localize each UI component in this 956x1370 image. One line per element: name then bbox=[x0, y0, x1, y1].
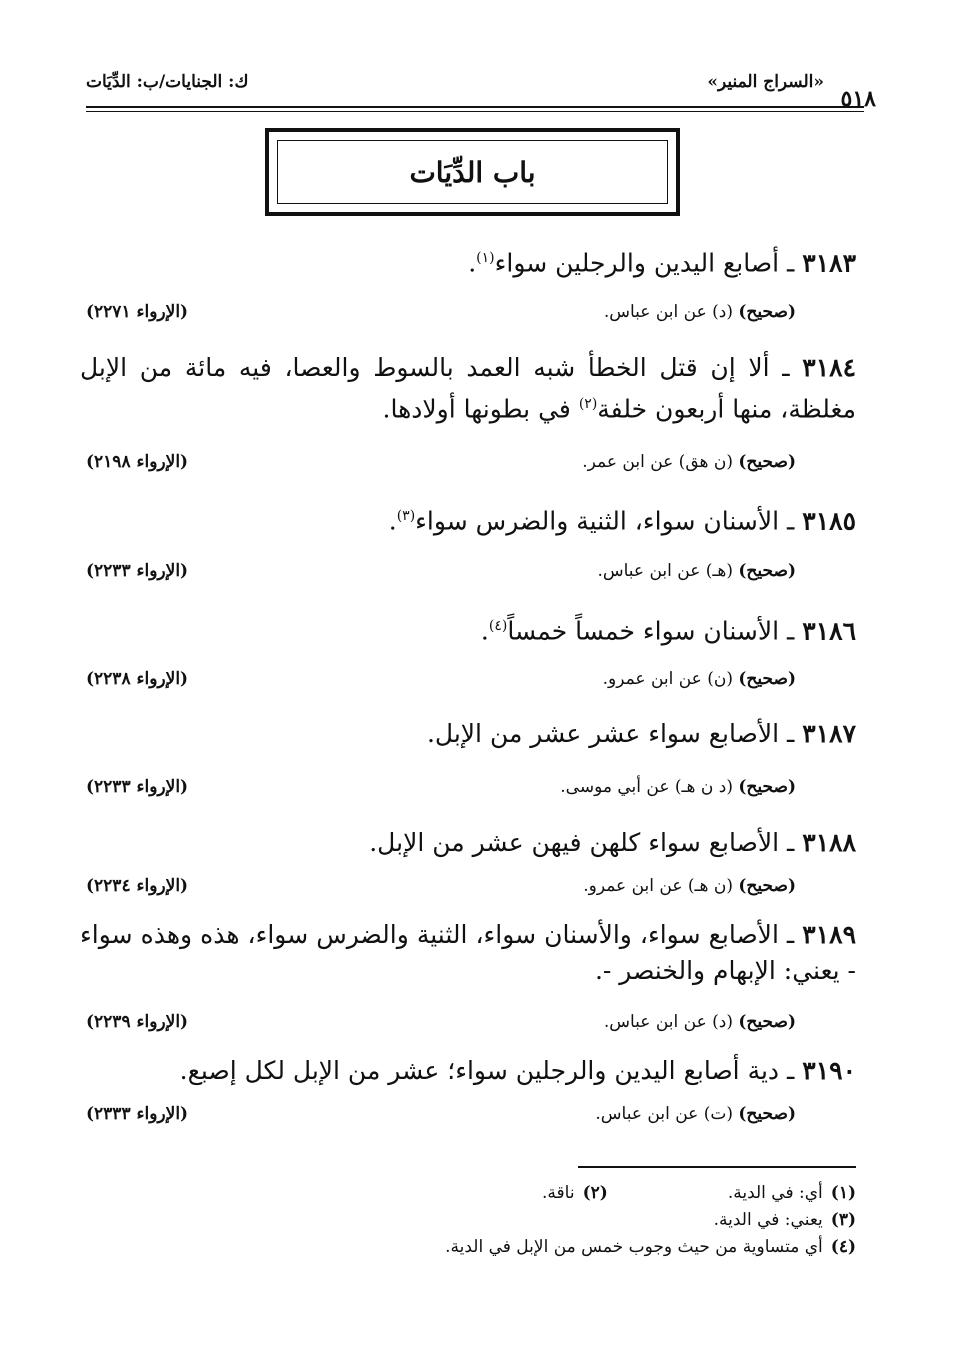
hadith-number: ٣١٨٤ bbox=[802, 353, 856, 382]
hadith-narrator: (د) عن ابن عباس. bbox=[603, 302, 733, 322]
page-number: ٥١٨ bbox=[840, 86, 876, 112]
hadith-grade: (صحيح) bbox=[738, 561, 796, 581]
footnote-text: ناقة. bbox=[542, 1183, 575, 1203]
footnote-item bbox=[542, 1183, 608, 1203]
hadith-number: ٣١٨٦ bbox=[802, 616, 856, 646]
hadith-source-row bbox=[86, 1100, 796, 1128]
hadith-item bbox=[80, 917, 856, 989]
hadith-source-row bbox=[86, 557, 796, 585]
hadith-text: الأسنان سواء خمساً خمساً bbox=[507, 616, 780, 646]
hadith-source bbox=[560, 773, 796, 801]
hadith-source-row bbox=[86, 448, 796, 476]
hadith-source bbox=[604, 1008, 796, 1036]
footnote-marker[interactable]: (٣) bbox=[396, 508, 416, 524]
hadith-text: دية أصابع اليدين والرجلين سواء؛ عشر من الإبل لكل إصبع. bbox=[179, 1056, 780, 1085]
footnote-marker[interactable]: (١) bbox=[476, 250, 495, 266]
hadith-dash: ـ bbox=[779, 719, 803, 748]
footnote-text: أي: في الدية. bbox=[727, 1183, 823, 1203]
footnote-text: يعني: في الدية. bbox=[713, 1210, 823, 1230]
hadith-item bbox=[80, 498, 856, 539]
hadith-source-row bbox=[86, 1008, 796, 1036]
hadith-dash: ـ bbox=[778, 920, 803, 949]
chapter-title-frame bbox=[277, 140, 668, 204]
hadith-source bbox=[583, 872, 796, 900]
footnote-label: (٤) bbox=[830, 1237, 856, 1257]
hadith-item bbox=[80, 1053, 856, 1089]
hadith-number: ٣١٨٧ bbox=[802, 719, 856, 748]
hadith-reference: (الإرواء ٢٣٣٣) bbox=[86, 1104, 189, 1124]
hadith-source bbox=[604, 298, 796, 326]
hadith-grade: (صحيح) bbox=[738, 1012, 796, 1032]
hadith-narrator: (ن هق) عن ابن عمر. bbox=[582, 452, 733, 472]
footnotes bbox=[330, 1180, 856, 1261]
hadith-item bbox=[80, 716, 856, 752]
hadith-source bbox=[603, 665, 796, 693]
hadith-source-row bbox=[86, 872, 796, 900]
footnote-line bbox=[330, 1234, 856, 1261]
hadith-number: ٣١٨٥ bbox=[802, 506, 856, 536]
hadith-text: ألا إن قتل الخطأ شبه العمد بالسوط والعصا، فيه مائة من الإبل مغلظة، منها أربعون خلفة bbox=[80, 353, 856, 424]
hadith-item bbox=[80, 350, 856, 427]
chapter-title-box bbox=[265, 128, 680, 216]
hadith-reference: (الإرواء ٢١٩٨) bbox=[86, 452, 189, 472]
hadith-dash: ـ bbox=[779, 1056, 803, 1085]
footnote-line bbox=[330, 1207, 856, 1234]
hadith-grade: (صحيح) bbox=[738, 1104, 796, 1124]
hadith-item bbox=[80, 825, 856, 861]
hadith-number: ٣١٨٨ bbox=[802, 828, 856, 857]
hadith-narrator: (د) عن ابن عباس. bbox=[603, 1012, 733, 1032]
hadith-narrator: (هـ) عن ابن عباس. bbox=[597, 561, 733, 581]
hadith-text: الأصابع سواء، والأسنان سواء، الثنية والضرس سواء، هذه وهذه سواء - يعني: الإبهام والخنصر -. bbox=[80, 920, 856, 985]
footnote-item bbox=[728, 1183, 856, 1203]
footnote-rule bbox=[578, 1166, 856, 1168]
hadith-dash: ـ bbox=[779, 616, 803, 646]
chapter-info: ك: الجنايات/ب: الدِّيَات bbox=[86, 72, 249, 92]
hadith-item bbox=[80, 608, 856, 649]
footnote-marker[interactable]: (٢) bbox=[578, 396, 598, 412]
header-rule-thick bbox=[86, 106, 864, 108]
hadith-text: الأسنان سواء، الثنية والضرس سواء bbox=[415, 506, 780, 536]
hadith-reference: (الإرواء ٢٢٣٣) bbox=[86, 777, 189, 797]
hadith-source-row bbox=[86, 665, 796, 693]
hadith-reference: (الإرواء ٢٢٣٤) bbox=[86, 876, 189, 896]
footnote-text: أي متساوية من حيث وجوب خمس من الإبل في الدية. bbox=[445, 1237, 823, 1257]
header-rule-thin bbox=[86, 111, 864, 112]
hadith-reference: (الإرواء ٢٢٣٩) bbox=[86, 1012, 189, 1032]
footnote-line bbox=[330, 1180, 856, 1207]
book-title: «السراج المنير» bbox=[707, 72, 824, 92]
footnote-label: (١) bbox=[830, 1183, 856, 1203]
hadith-source-row bbox=[86, 773, 796, 801]
chapter-title: باب الدِّيَات bbox=[409, 155, 536, 189]
hadith-number: ٣١٨٩ bbox=[802, 920, 856, 949]
hadith-narrator: (د ن هـ) عن أبي موسى. bbox=[560, 777, 733, 797]
hadith-text-end: . bbox=[388, 506, 397, 536]
hadith-text-end: . bbox=[468, 248, 477, 278]
hadith-item bbox=[80, 240, 856, 281]
hadith-reference: (الإرواء ٢٢٧١) bbox=[86, 302, 189, 322]
hadith-dash: ـ bbox=[769, 353, 803, 382]
hadith-number: ٣١٨٣ bbox=[802, 248, 856, 278]
hadith-reference: (الإرواء ٢٢٣٨) bbox=[86, 669, 189, 689]
hadith-narrator: (ت) عن ابن عباس. bbox=[595, 1104, 733, 1124]
hadith-source bbox=[595, 1100, 796, 1128]
hadith-source bbox=[597, 557, 796, 585]
hadith-text: الأصابع سواء عشر عشر من الإبل. bbox=[426, 719, 780, 748]
hadith-dash: ـ bbox=[779, 248, 803, 278]
hadith-dash: ـ bbox=[779, 506, 803, 536]
footnote-marker[interactable]: (٤) bbox=[488, 618, 508, 634]
hadith-text: أصابع اليدين والرجلين سواء bbox=[494, 248, 780, 278]
hadith-narrator: (ن هـ) عن ابن عمرو. bbox=[583, 876, 733, 896]
hadith-source-row bbox=[86, 298, 796, 326]
hadith-number: ٣١٩٠ bbox=[802, 1056, 856, 1085]
running-header bbox=[86, 70, 876, 112]
hadith-grade: (صحيح) bbox=[738, 669, 796, 689]
hadith-text-end: في بطونها أولادها. bbox=[382, 394, 579, 424]
hadith-dash: ـ bbox=[779, 828, 803, 857]
hadith-grade: (صحيح) bbox=[738, 302, 796, 322]
hadith-text: الأصابع سواء كلهن فيهن عشر من الإبل. bbox=[369, 828, 780, 857]
hadith-reference: (الإرواء ٢٢٣٣) bbox=[86, 561, 189, 581]
hadith-source bbox=[582, 448, 796, 476]
hadith-grade: (صحيح) bbox=[738, 876, 796, 896]
footnote-label: (٣) bbox=[830, 1210, 856, 1230]
hadith-grade: (صحيح) bbox=[738, 777, 796, 797]
hadith-narrator: (ن) عن ابن عمرو. bbox=[602, 669, 733, 689]
hadith-text-end: . bbox=[480, 616, 489, 646]
footnote-label: (٢) bbox=[582, 1183, 608, 1203]
hadith-grade: (صحيح) bbox=[738, 452, 796, 472]
